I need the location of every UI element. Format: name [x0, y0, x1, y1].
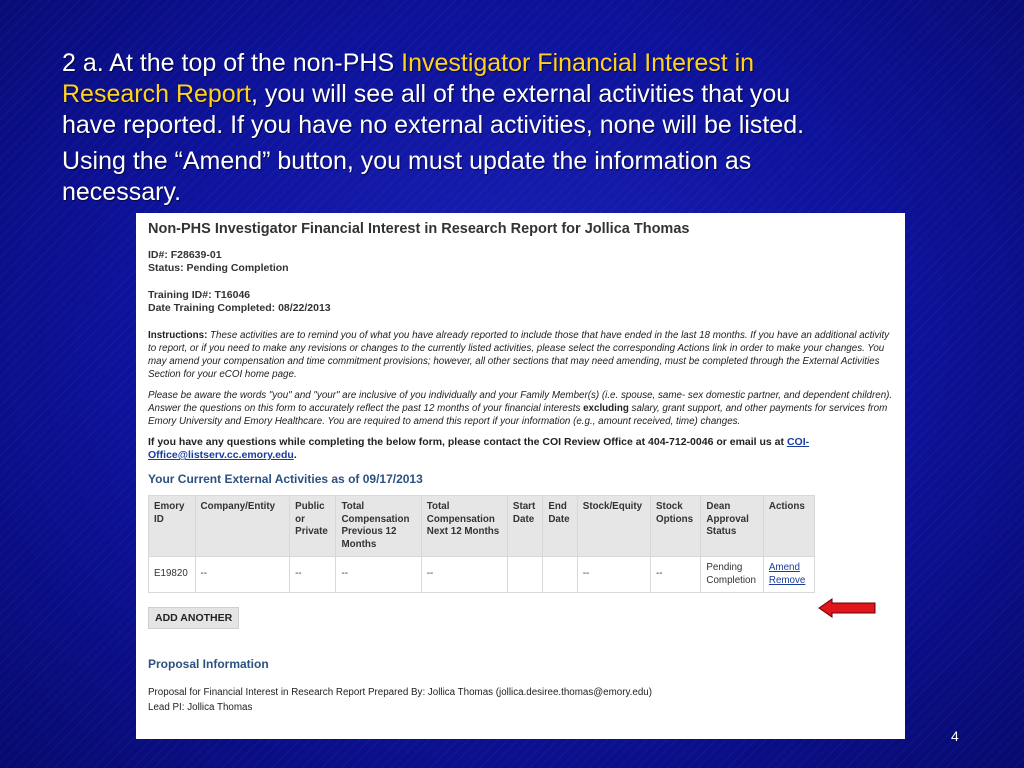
- col-stock-options: Stock Options: [651, 496, 701, 557]
- training-meta: [148, 289, 893, 315]
- slide-instructions: [62, 48, 962, 208]
- add-another-button[interactable]: ADD ANOTHER: [148, 607, 239, 629]
- col-comp-next: Total Compensation Next 12 Months: [421, 496, 507, 557]
- cell-comp-next: --: [421, 557, 507, 593]
- col-stock-equity: Stock/Equity: [577, 496, 650, 557]
- report-status: Status: Pending Completion: [148, 262, 289, 274]
- awareness-notice: [148, 389, 893, 428]
- training-id: Training ID#: T16046: [148, 289, 251, 301]
- remove-link[interactable]: Remove: [768, 574, 806, 586]
- cell-end-date: [543, 557, 577, 593]
- col-company: Company/Entity: [195, 496, 290, 557]
- page-number: 4: [951, 728, 959, 744]
- report-meta: [148, 249, 893, 275]
- p1-highlight-1: Investigator Financial Interest in: [401, 49, 755, 77]
- awareness-bold: excluding: [583, 403, 629, 414]
- col-end-date: End Date: [543, 496, 577, 557]
- contact-text: If you have any questions while completing the below form, please contact the COI Review Office at 404-712-0046 or email us at: [148, 436, 787, 448]
- contact-info: [148, 436, 893, 462]
- proposal-lead-pi: Lead PI: Jollica Thomas: [148, 702, 253, 713]
- training-date: Date Training Completed: 08/22/2013: [148, 302, 331, 314]
- col-actions: Actions: [763, 496, 814, 557]
- p2-line-2: necessary.: [62, 178, 182, 206]
- form-screenshot: [136, 213, 905, 739]
- col-dean-approval: Dean Approval Status: [701, 496, 763, 557]
- col-public-private: Public or Private: [290, 496, 336, 557]
- paragraph-2: [62, 146, 962, 208]
- instructions: [148, 329, 893, 381]
- activities-heading: Your Current External Activities as of 09/17/2013: [148, 472, 423, 486]
- p1-highlight-2: Research Report: [62, 80, 251, 108]
- paragraph-1: [62, 48, 962, 141]
- activities-table: [148, 495, 815, 593]
- col-start-date: Start Date: [507, 496, 542, 557]
- p2-line-1: Using the “Amend” button, you must update the information as: [62, 147, 752, 175]
- cell-status: Pending Completion: [701, 557, 763, 593]
- cell-actions: [763, 557, 814, 593]
- awareness-text-1: Please be aware the words "you" and "your" are inclusive of you individually and your Family Member(s) (i.e. spouse, same- sex domestic partner, and dependent children). Answer the questions on this form to accurately reflect the past 12 months of your financial interests: [148, 390, 893, 414]
- proposal-prepared-by: Proposal for Financial Interest in Research Report Prepared By: Jollica Thomas (jollica.desiree.thomas@emory.edu): [148, 687, 653, 698]
- report-id: ID#: F28639-01: [148, 249, 222, 261]
- contact-end: .: [293, 449, 297, 461]
- cell-public-private: --: [290, 557, 336, 593]
- p1-prefix: 2 a. At the top of the non-PHS: [62, 49, 402, 77]
- col-emory-id: Emory ID: [149, 496, 196, 557]
- awareness-text-2: salary, grant support, and other payments for services from Emory University and Emory Healthcare. You are required to amend this report if your information (e.g., amount received, time) changes.: [148, 403, 888, 427]
- cell-stock-options: --: [651, 557, 701, 593]
- cell-emory-id: E19820: [149, 557, 196, 593]
- cell-start-date: [507, 557, 542, 593]
- p1-rest-2: have reported. If you have no external activities, none will be listed.: [62, 111, 805, 139]
- proposal-heading: Proposal Information: [148, 657, 269, 671]
- amend-link[interactable]: Amend: [768, 562, 800, 573]
- col-comp-prev: Total Compensation Previous 12 Months: [336, 496, 421, 557]
- instructions-text: These activities are to remind you of what you have already reported to include those that have ended in the last 18 months. If you have an additional activity to report, or if you need to make any revisions or changes to the currently listed activities, please select the corresponding Actions link in order to make your changes. You may amend your compensation and time commitment provisions; however, all other sections that may need amending, must be completed through the External Activities Section for your eCOI home page.: [148, 330, 890, 380]
- red-arrow-icon: [818, 598, 876, 618]
- table-row: [149, 557, 815, 593]
- table-header-row: [149, 496, 815, 557]
- p1-rest-1: , you will see all of the external activities that you: [250, 80, 791, 108]
- form-title: Non-PHS Investigator Financial Interest in Research Report for Jollica Thomas: [148, 221, 690, 237]
- instructions-label: Instructions:: [148, 330, 208, 341]
- cell-stock-equity: --: [577, 557, 650, 593]
- contact-email-link[interactable]: COI-Office@listserv.cc.emory.edu: [148, 436, 810, 461]
- cell-comp-prev: --: [336, 557, 421, 593]
- cell-company: --: [195, 557, 290, 593]
